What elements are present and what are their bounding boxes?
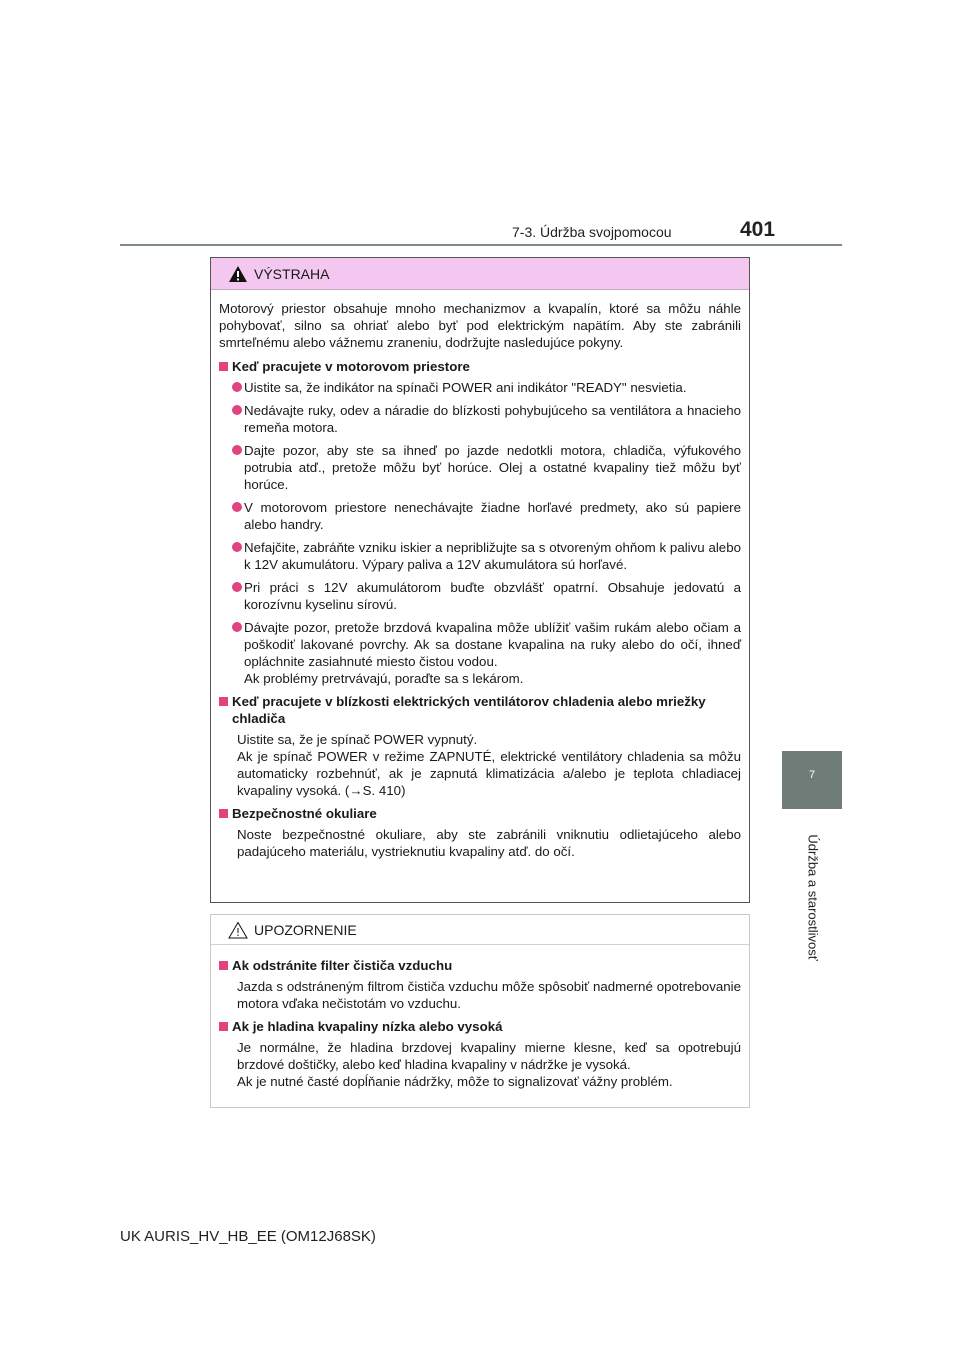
warning-header <box>211 258 749 290</box>
round-bullet-icon <box>232 622 242 632</box>
chapter-number: 7 <box>808 769 816 781</box>
notice-section-heading: Ak odstránite filter čističa vzduchu <box>219 957 741 974</box>
list-item: V motorovom priestore nenechávajte žiadne horľavé predmety, ako sú papiere alebo handry. <box>219 499 741 533</box>
caution-triangle-icon <box>228 921 248 939</box>
list-item: Pri práci s 12V akumulátorom buďte obzvlášť opatrní. Obsahuje jedovatú a korozívnu kyselinu sírovú. <box>219 579 741 613</box>
square-bullet-icon <box>219 362 228 371</box>
list-item: Nefajčite, zabráňte vzniku iskier a nepribližujte sa s otvoreným ohňom k palivu alebo k 12V akumulátoru. Výpary paliva a 12V akumulátora sú horľavé. <box>219 539 741 573</box>
round-bullet-icon <box>232 542 242 552</box>
notice-section-heading: Ak je hladina kvapaliny nízka alebo vysoká <box>219 1018 741 1035</box>
list-item: Dajte pozor, aby ste sa ihneď po jazde nedotkli motora, chladiča, výfukového potrubia atď., pretože môžu byť horúce. Olej a ostatné kvapaliny tiež môžu byť horúce. <box>219 442 741 493</box>
round-bullet-icon <box>232 582 242 592</box>
section-text: Jazda s odstráneným filtrom čističa vzduchu môže spôsobiť nadmerné opotrebovanie motora vďaka nečistotám vo vzduchu. <box>237 979 741 1011</box>
square-bullet-icon <box>219 697 228 706</box>
warning-section-heading: Bezpečnostné okuliare <box>219 805 741 822</box>
round-bullet-icon <box>232 502 242 512</box>
square-bullet-icon <box>219 1022 228 1031</box>
notice-header <box>211 915 749 945</box>
list-item: Nedávajte ruky, odev a náradie do blízkosti pohybujúceho sa ventilátora a hnacieho remeňa motora. <box>219 402 741 436</box>
section-text: Uistite sa, že je spínač POWER vypnutý. Ak je spínač POWER v režime ZAPNUTÉ, elektrické ventilátory chladenia sa môžu automaticky rozbehnúť, ak je zapnutá klimatizácia a/alebo je teplota chladiacej kvapaliny vysoká. (→S. 410) <box>237 732 741 798</box>
warning-triangle-icon <box>228 265 248 283</box>
notice-box <box>210 914 750 1108</box>
square-bullet-icon <box>219 961 228 970</box>
notice-title: UPOZORNENIE <box>254 921 357 938</box>
chapter-tab[interactable] <box>782 751 842 809</box>
list-item: Dávajte pozor, pretože brzdová kvapalina môže ublížiť vašim rukám alebo očiam a poškodiť lakované povrchy. Ak sa dostane kvapalina na ruky alebo do očí, ihneď opláchnite zasiahnuté miesto čistou vodou. Ak problémy pretrvávajú, poraďte sa s lekárom. <box>219 619 741 687</box>
warning-box <box>210 257 750 903</box>
list-item: Uistite sa, že indikátor na spínači POWER ani indikátor "READY" nesvietia. <box>219 379 741 396</box>
section-text: Je normálne, že hladina brzdovej kvapaliny mierne klesne, keď sa opotrebujú brzdové doštičky, alebo keď hladina kvapaliny v nádržke je vysoká. Ak je nutné časté dopĺňanie nádržky, môže to signalizovať vážny problém. <box>237 1040 741 1089</box>
warning-section-heading: Keď pracujete v blízkosti elektrických ventilátorov chladenia alebo mriežky chladiča <box>219 693 741 727</box>
square-bullet-icon <box>219 809 228 818</box>
page-number: 401 <box>740 218 776 241</box>
chapter-label: Údržba a starostlivosť <box>805 833 821 961</box>
document-code: UK AURIS_HV_HB_EE (OM12J68SK) <box>120 1228 376 1245</box>
header-divider <box>120 244 842 246</box>
round-bullet-icon <box>232 445 242 455</box>
section-title: 7-3. Údržba svojpomocou <box>512 224 672 240</box>
warning-section-heading: Keď pracujete v motorovom priestore <box>219 358 741 375</box>
warning-intro: Motorový priestor obsahuje mnoho mechanizmov a kvapalín, ktoré sa môžu náhle pohybovať, silno sa ohriať alebo byť pod elektrickým napätím. Aby ste zabránili smrteľnému alebo vážnemu zraneniu, dodržujte nasledujúce pokyny. <box>219 301 741 350</box>
warning-title: VÝSTRAHA <box>254 265 330 282</box>
round-bullet-icon <box>232 382 242 392</box>
round-bullet-icon <box>232 405 242 415</box>
section-text: Noste bezpečnostné okuliare, aby ste zabránili vniknutiu odlietajúceho alebo padajúceho materiálu, vystrieknutiu kvapaliny atď. do očí. <box>237 827 741 859</box>
